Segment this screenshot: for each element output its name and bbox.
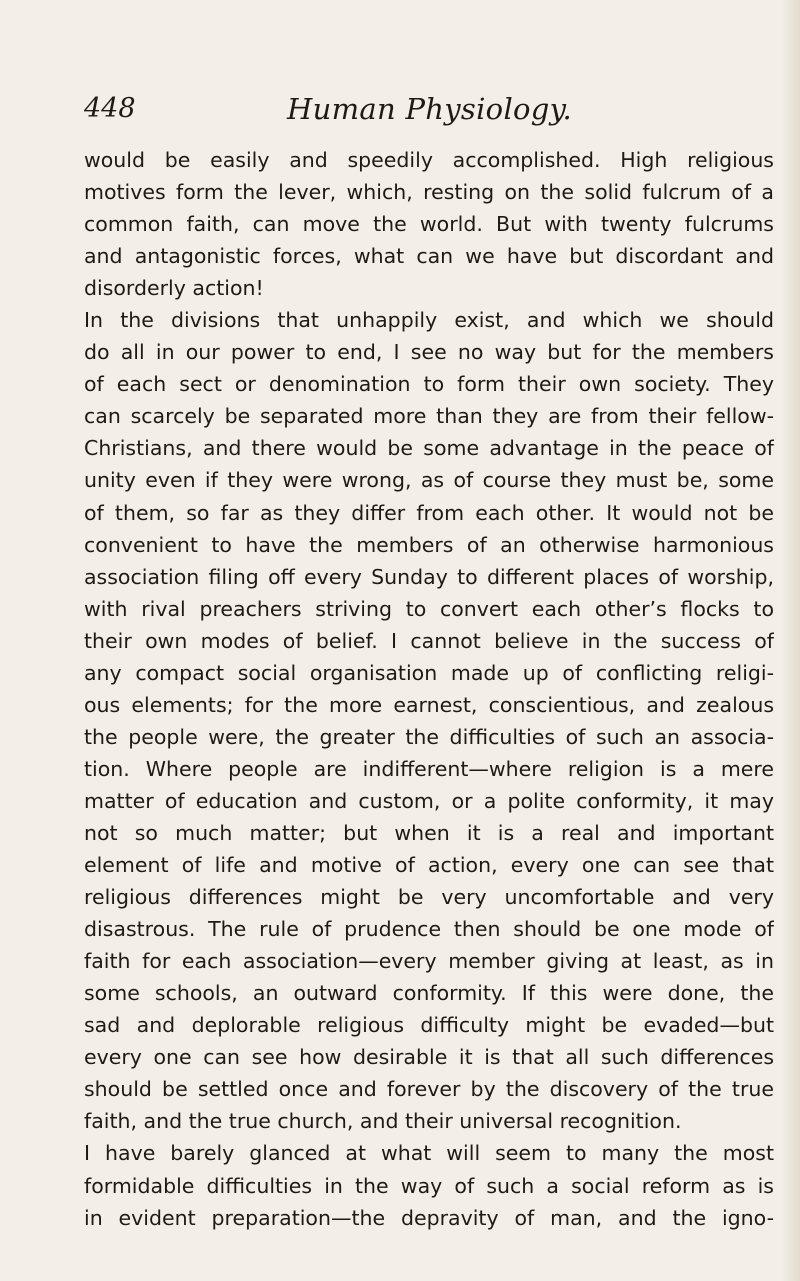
text-line: Christians, and there would be some advantage in the peace of [84, 436, 774, 461]
text-line: some schools, an outward conformity. If this were done, the [84, 981, 774, 1006]
text-line: would be easily and speedily accomplished. High religious [84, 148, 774, 172]
page-header [84, 92, 774, 136]
text-line: of them, so far as they differ from each other. It would not be [84, 500, 774, 525]
body-text [84, 144, 774, 1234]
text-line: motives form the lever, which, resting on the solid fulcrum of a [84, 180, 774, 205]
text-line: unity even if they were wrong, as of course they must be, some [84, 468, 774, 493]
text-line: any compact social organisation made up of conflicting religi- [84, 660, 774, 685]
page-number: 448 [84, 93, 136, 124]
text-line: disorderly action! [84, 276, 264, 301]
text-line: their own modes of belief. I cannot believe in the success of [84, 628, 774, 653]
text-line: with rival preachers striving to convert each other’s flocks to [84, 596, 774, 621]
text-line: formidable difficulties in the way of such a social reform as is [84, 1173, 774, 1198]
text-line: disastrous. The rule of prudence then should be one mode of [84, 917, 774, 942]
text-line: tion. Where people are indifferent—where religion is a mere [84, 756, 774, 781]
page-edge-shading [782, 0, 800, 1281]
text-line: of each sect or denomination to form their own society. They [84, 372, 774, 397]
text-line: sad and deplorable religious difficulty might be evaded—but [84, 1013, 774, 1038]
text-line: faith for each association—every member giving at least, as in [84, 949, 774, 974]
text-line: and antagonistic forces, what can we have but discordant and [84, 244, 774, 269]
text-line: should be settled once and forever by the discovery of the true [84, 1077, 774, 1102]
text-line: faith, and the true church, and their universal recognition. [84, 1109, 682, 1134]
text-line: element of life and motive of action, every one can see that [84, 853, 774, 878]
text-line: every one can see how desirable it is that all such differences [84, 1045, 774, 1070]
text-line: religious differences might be very uncomfortable and very [84, 885, 774, 910]
text-line: in evident preparation—the depravity of man, and the igno- [84, 1205, 774, 1230]
text-line: common faith, can move the world. But with twenty fulcrums [84, 212, 774, 237]
text-line: matter of education and custom, or a polite conformity, it may [84, 788, 774, 813]
text-line: the people were, the greater the difficulties of such an associa- [84, 724, 774, 749]
text-line: can scarcely be separated more than they are from their fellow- [84, 404, 774, 429]
text-line: I have barely glanced at what will seem to many the most [84, 1141, 774, 1166]
text-line: ous elements; for the more earnest, conscientious, and zealous [84, 692, 774, 717]
text-line: convenient to have the members of an otherwise harmonious [84, 532, 774, 557]
running-title: Human Physiology. [287, 92, 572, 126]
text-line: not so much matter; but when it is a real and important [84, 820, 774, 845]
text-line: do all in our power to end, I see no way but for the members [84, 340, 774, 365]
text-line: association filing off every Sunday to different places of worship, [84, 564, 774, 589]
text-line: In the divisions that unhappily exist, and which we should [84, 308, 774, 333]
